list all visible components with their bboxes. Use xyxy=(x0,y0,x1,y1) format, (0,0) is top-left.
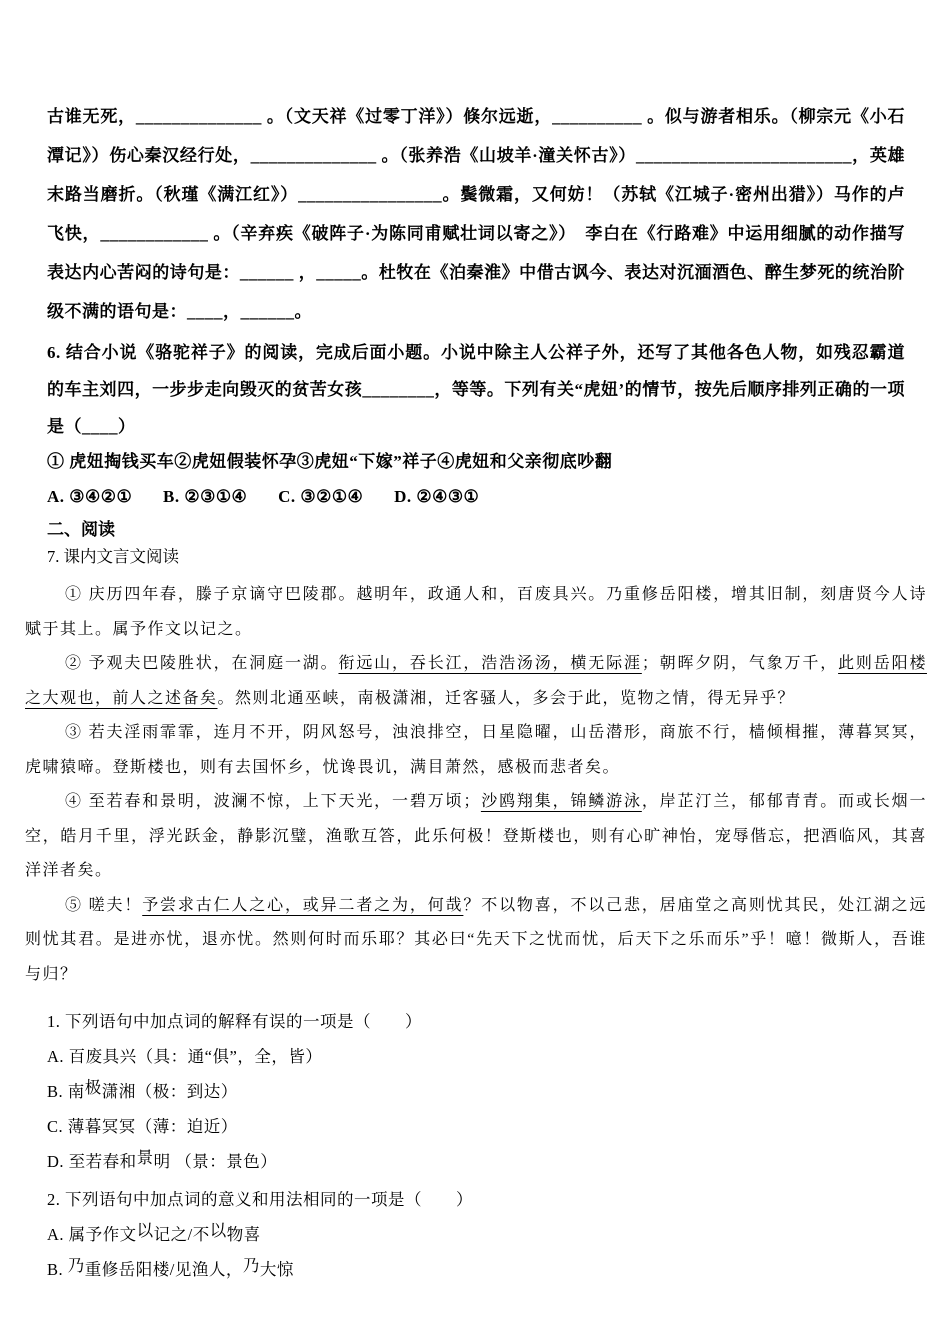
question2-stem: 2. 下列语句中加点词的意义和用法相同的一项是（ ） xyxy=(47,1190,473,1209)
emphasized-char: 乃 xyxy=(242,1256,260,1275)
question6-stem: 6. 结合小说《骆驼祥子》的阅读，完成后面小题。小说中除主人公祥子外，还写了其他各色人物，如残忍霸道的车主刘四，一步步走向毁灭的贫苦女孩________，等等。下列有关“虎妞’的情节，按先后顺序排列正确的一项是（____） xyxy=(47,343,905,436)
underlined-text-segment: 衔远山，吞长江，浩浩汤汤，横无际涯 xyxy=(338,655,642,672)
passage-paragraph-5 xyxy=(25,889,927,993)
text-segment: 潇湘（极：到达） xyxy=(101,1082,238,1101)
text-segment: B. xyxy=(47,1260,68,1279)
text-segment: A. 属予作文 xyxy=(47,1225,137,1244)
question1-option-c xyxy=(47,1109,905,1144)
text-segment: 物喜 xyxy=(226,1225,261,1244)
section-2-heading: 二、阅读 xyxy=(47,520,115,539)
question1-option-a xyxy=(47,1039,905,1074)
text-segment: ，岸芷汀兰，郁郁青青。而或长烟一空，皓月千里，浮光跃金，静影沉璧，渔歌互答，此乐何极！登斯楼也，则有心旷神怡，宠辱偕忘，把酒临风，其喜洋洋者矣。 xyxy=(25,793,927,879)
question2-option-a xyxy=(47,1217,905,1252)
underlined-text-segment: 沙鸥翔集，锦鳞游泳 xyxy=(480,793,642,810)
underlined-text-segment: 此则岳阳楼之大观也，前人之述备矣 xyxy=(25,655,927,707)
question6-options-row xyxy=(47,479,905,514)
text-segment: ③ 若夫淫雨霏霏，连月不开，阴风怒号，浊浪排空，日星隐曜，山岳潜形，商旅不行，樯倾楫摧，薄暮冥冥，虎啸猿啼。登斯楼也，则有去国怀乡，忧谗畏讥，满目萧然，感极而悲者矣。 xyxy=(25,724,927,776)
comprehension-questions xyxy=(47,1004,905,1287)
text-segment: 记之/不 xyxy=(153,1225,210,1244)
text-segment: ④ 至若春和景明，波澜不惊，上下天光，一碧万顷； xyxy=(65,793,481,810)
passage-paragraph-1 xyxy=(25,578,927,647)
underlined-text-segment: 予尝求古仁人之心，或异二者之为，何哉 xyxy=(142,896,464,914)
text-segment: ① 庆历四年春，滕子京谪守巴陵郡。越明年，政通人和，百废具兴。乃重修岳阳楼，增其旧制，刻唐贤今人诗赋于其上。属予作文以记之。 xyxy=(25,586,927,638)
question1-option-b xyxy=(47,1074,905,1109)
text-segment: ② 予观夫巴陵胜状，在洞庭一湖。 xyxy=(65,655,339,672)
question5-fill-blanks-paragraph: 古谁无死，______________ 。（文天祥《过零丁洋》）倏尔远逝，__________ 。似与游者相乐。（柳宗元《小石潭记》）伤心秦汉经行处，______________ 。（张养浩《山坡羊·潼关怀古》）________________________，英雄末路当磨折。（秋瑾《满江红》）________________。鬓微霜，又何妨！（苏轼《江城子·密州出猎》）马作的卢飞快，____________ 。（辛弃疾《破阵子·为陈同甫赋壮词以寄之》） 李白在《行路难》中运用细腻的动作描写表达内心苦闷的诗句是：______ ，_____。杜牧在《泊秦淮》中借古讽今、表达对沉湎酒色、醉生梦死的统治阶级不满的语句是：____，______。 xyxy=(47,107,905,321)
question7-heading: 7. 课内文言文阅读 xyxy=(47,547,179,566)
passage-paragraph-4 xyxy=(25,785,927,889)
classical-passage-yueyanglou xyxy=(25,578,927,992)
text-segment: ；朝晖夕阴，气象万千， xyxy=(641,655,839,672)
text-segment: B. 南 xyxy=(47,1082,85,1101)
emphasized-char: 极 xyxy=(84,1078,102,1097)
emphasized-char: 以 xyxy=(209,1221,227,1240)
question6-option-c: C. ③②①④ xyxy=(278,487,364,506)
text-segment: C. 薄暮冥冥（薄：迫近） xyxy=(47,1117,238,1136)
emphasized-char: 景 xyxy=(136,1148,154,1167)
text-segment: 重修岳阳楼/见渔人， xyxy=(84,1260,243,1279)
question1-option-d xyxy=(47,1144,905,1179)
text-segment: A. 百废具兴（具：通“俱”，全，皆） xyxy=(47,1047,323,1066)
text-segment: ⑤ 嗟夫！ xyxy=(65,896,143,914)
text-segment: D. 至若春和 xyxy=(47,1152,137,1171)
passage-paragraph-3 xyxy=(25,716,927,785)
text-segment: 明 （景：景色） xyxy=(153,1152,278,1171)
question6-option-b: B. ②③①④ xyxy=(163,487,248,506)
question6-sequence-items: ① 虎妞掏钱买车②虎妞假装怀孕③虎妞“下嫁”祥子④虎妞和父亲彻底吵翻 xyxy=(47,452,613,471)
emphasized-char: 乃 xyxy=(67,1256,85,1275)
question6-option-d: D. ②④③① xyxy=(394,487,480,506)
text-segment: ？不以物喜，不以己悲，居庙堂之高则忧其民，处江湖之远则忧其君。是进亦忧，退亦忧。然则何时而乐耶？其必曰“先天下之忧而忧，后天下之乐而乐”乎！噫！微斯人，吾谁与归？ xyxy=(25,896,927,983)
question2-option-b xyxy=(47,1252,905,1287)
text-segment: 大惊 xyxy=(259,1260,294,1279)
question1-stem: 1. 下列语句中加点词的解释有误的一项是（ ） xyxy=(47,1012,422,1031)
question6-option-a: A. ③④②① xyxy=(47,487,133,506)
passage-paragraph-2 xyxy=(25,647,927,716)
emphasized-char: 以 xyxy=(136,1221,154,1240)
text-segment: 。然则北通巫峡，南极潇湘，迁客骚人，多会于此，览物之情，得无异乎？ xyxy=(217,689,796,707)
